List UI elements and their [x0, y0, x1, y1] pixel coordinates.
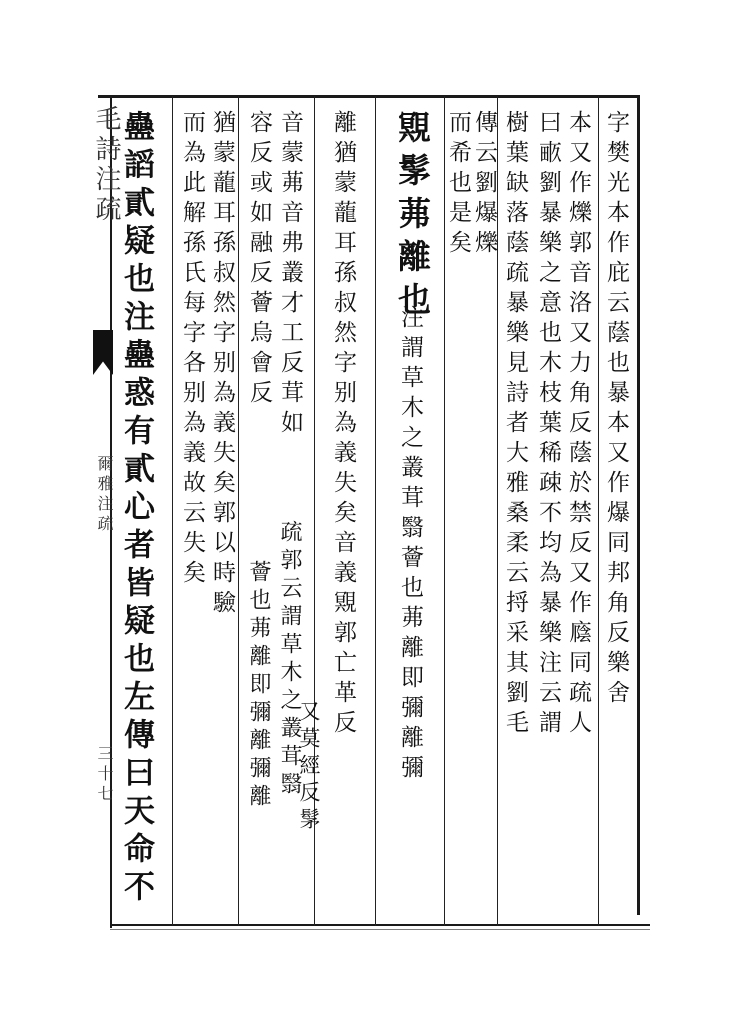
- main-text-column: 覭髳茀離也: [393, 110, 432, 325]
- column-rule: [172, 96, 173, 926]
- column-rule: [497, 96, 498, 926]
- text-column: 又莫經反髳: [297, 700, 321, 835]
- column-rule: [598, 96, 599, 926]
- text-column: 疏郭云謂草木之叢茸翳: [277, 520, 302, 800]
- text-column: 而為此解孫氏每字各别為義故云失矣: [179, 110, 205, 590]
- column-rule: [375, 96, 376, 926]
- text-column: 離猶蒙蘢耳孫叔然字别為義失矣音義覭郭亡革反: [330, 110, 356, 740]
- fishtail-mark: [93, 330, 113, 375]
- text-column: 注謂草木之叢茸翳薈也茀離即彌離彌: [397, 305, 423, 785]
- text-column: 字樊光本作庇云蔭也暴本又作爆同邦角反樂舍: [603, 110, 629, 710]
- frame-bottom-rule: [110, 924, 650, 926]
- text-column: 本又作爍郭音洛又力角反蔭於禁反又作廕同疏人: [565, 110, 591, 740]
- text-column: 薈也茀離即彌離彌離: [246, 560, 271, 812]
- margin-book-title: 毛詩注疏: [91, 105, 121, 225]
- frame-bottom-rule-inner: [110, 929, 650, 930]
- frame-top-rule: [98, 95, 638, 98]
- text-column: 而希也是矣: [445, 110, 471, 260]
- frame-right-rule: [637, 95, 640, 915]
- text-column: 樹葉缺落蔭疏暴樂見詩者大雅桑柔云捋采其劉毛: [502, 110, 528, 740]
- text-column: 曰畞劉暴樂之意也木枝葉稀疎不均為暴樂注云謂: [535, 110, 561, 740]
- main-text-column: 蠱謟貳疑也注蠱惑有貳心者皆疑也左傳曰天命不: [118, 110, 154, 908]
- text-column: 猶蒙蘢耳孫叔然字别為義失矣郭以時驗: [209, 110, 235, 620]
- margin-section-title: 爾雅注疏: [95, 455, 114, 535]
- text-column: 音蒙茀音弗叢才工反茸如: [277, 110, 303, 440]
- margin-page-number: 三十七: [95, 745, 114, 805]
- text-column: 傳云劉爆爍: [471, 110, 497, 260]
- text-column: 容反或如融反薈烏會反: [246, 110, 272, 410]
- column-rule: [238, 96, 239, 926]
